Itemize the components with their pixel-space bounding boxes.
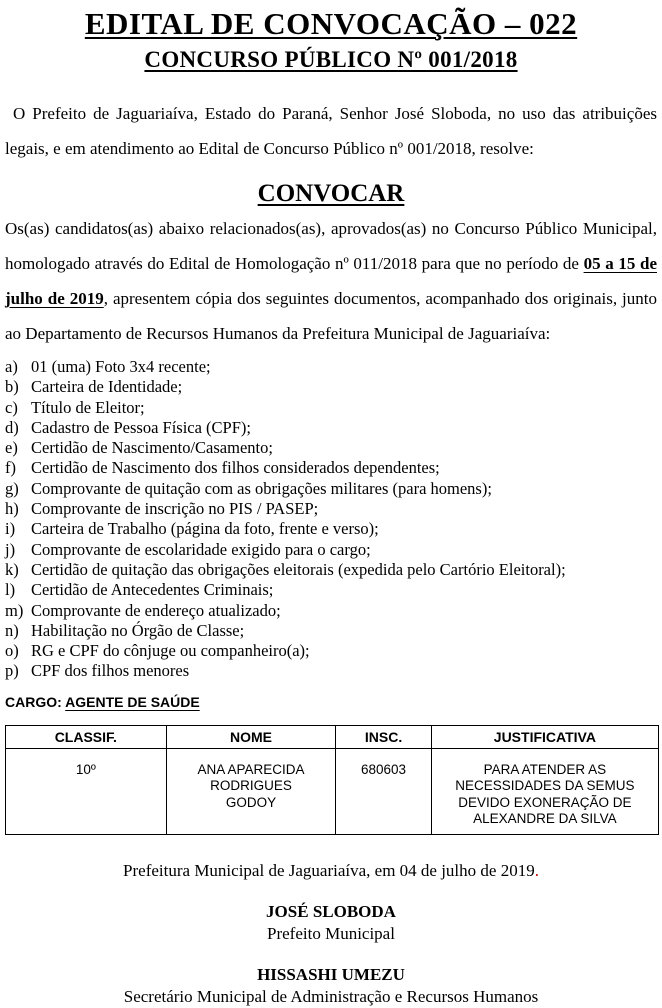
table-header-row xyxy=(6,725,659,748)
list-item-text: Comprovante de escolaridade exigido para o cargo; xyxy=(31,539,371,559)
list-item-text: Título de Eleitor; xyxy=(31,397,145,417)
signature-role: Prefeito Municipal xyxy=(267,923,395,943)
list-item xyxy=(5,418,657,438)
list-item-text: RG e CPF do cônjuge ou companheiro(a); xyxy=(31,641,310,661)
convocation-period-highlight: 05 a 15 de julho de 2019 xyxy=(5,254,657,308)
signature-block-prefeito xyxy=(5,901,657,945)
list-item-text: Certidão de Nascimento/Casamento; xyxy=(31,438,273,458)
list-item xyxy=(5,621,657,641)
document-subtitle-text: CONCURSO PÚBLICO Nº 001/2018 xyxy=(144,47,518,72)
convocation-part2: , apresentem cópia dos seguintes documentos, acompanhado dos originais, junto ao Departamento de Recursos Humanos da Prefeitura Municipal de Jaguariaíva: xyxy=(5,289,657,343)
list-item-letter: k) xyxy=(5,559,19,579)
list-item-text: Certidão de quitação das obrigações eleitorais (expedida pelo Cartório Eleitoral); xyxy=(31,559,566,579)
list-item-letter: d) xyxy=(5,417,19,437)
list-item-text: 01 (uma) Foto 3x4 recente; xyxy=(31,357,211,376)
list-item-letter: i) xyxy=(5,519,16,539)
list-item-letter: h) xyxy=(5,499,19,519)
intro-paragraph: O Prefeito de Jaguariaíva, Estado do Paraná, Senhor José Sloboda, no uso das atribuições legais, e em atendimento ao Edital de Concurso Público nº 001/2018, resolve: xyxy=(5,104,657,158)
list-item xyxy=(5,560,657,580)
cell-classif: 10º xyxy=(6,748,167,834)
signature-role: Secretário Municipal de Administração e Recursos Humanos xyxy=(123,986,539,1006)
list-item-text: CPF dos filhos menores xyxy=(31,661,190,681)
document-subtitle xyxy=(5,45,657,75)
list-item-letter: n) xyxy=(5,620,19,640)
list-item-letter: o) xyxy=(5,641,19,661)
list-item-letter: p) xyxy=(5,661,19,681)
document-title-text: EDITAL DE CONVOCAÇÃO – 022 xyxy=(84,6,578,41)
table-row xyxy=(6,748,659,834)
list-item xyxy=(5,540,657,560)
date-line-period: . xyxy=(534,860,539,880)
list-item-text: Cadastro de Pessoa Física (CPF); xyxy=(31,417,251,437)
list-item xyxy=(5,398,657,418)
signature-block-secretario xyxy=(5,964,657,1008)
date-line-text: Prefeitura Municipal de Jaguariaíva, em 04 de julho de 2019 xyxy=(123,860,535,880)
section-heading-text: CONVOCAR xyxy=(257,180,405,207)
required-documents-list xyxy=(5,357,657,682)
cell-insc: 680603 xyxy=(336,748,431,834)
cargo-value: AGENTE DE SAÚDE xyxy=(65,693,200,710)
list-item-letter: e) xyxy=(5,438,18,458)
list-item-text: Comprovante de endereço atualizado; xyxy=(31,600,281,620)
list-item-text: Carteira de Trabalho (página da foto, frente e verso); xyxy=(31,519,379,539)
list-item-letter: b) xyxy=(5,377,19,397)
list-item-text: Habilitação no Órgão de Classe; xyxy=(31,620,245,640)
list-item xyxy=(5,357,657,377)
list-item-text: Comprovante de inscrição no PIS / PASEP; xyxy=(31,499,319,519)
list-item-letter: g) xyxy=(5,478,19,498)
list-item xyxy=(5,377,657,397)
convocation-table xyxy=(5,725,659,835)
list-item xyxy=(5,641,657,661)
list-item xyxy=(5,438,657,458)
table-header-insc: INSC. xyxy=(336,725,431,748)
cell-justificativa: PARA ATENDER AS NECESSIDADES DA SEMUS DEVIDO EXONERAÇÃO DE ALEXANDRE DA SILVA xyxy=(431,748,658,834)
list-item-letter: l) xyxy=(5,580,16,600)
signature-name: HISSASHI UMEZU xyxy=(257,964,405,984)
list-item-text: Certidão de Antecedentes Criminais; xyxy=(31,580,274,600)
list-item-letter: a) xyxy=(5,357,18,376)
list-item-text: Certidão de Nascimento dos filhos considerados dependentes; xyxy=(31,458,440,478)
list-item-text: Comprovante de quitação com as obrigações militares (para homens); xyxy=(31,478,492,498)
convocation-paragraph xyxy=(5,211,657,351)
cargo-label: CARGO: xyxy=(5,693,62,710)
convocation-part1: Os(as) candidatos(as) abaixo relacionados(as), aprovados(as) no Concurso Público Municipal, homologado através do Edital de Homologação nº 011/2018 para que no período de xyxy=(5,219,657,273)
list-item xyxy=(5,519,657,539)
list-item xyxy=(5,499,657,519)
date-line xyxy=(5,860,657,882)
list-item xyxy=(5,479,657,499)
list-item xyxy=(5,661,657,681)
list-item xyxy=(5,458,657,478)
table-header-nome: NOME xyxy=(166,725,336,748)
cell-nome: ANA APARECIDA RODRIGUES GODOY xyxy=(166,748,336,834)
cargo-line xyxy=(5,693,657,711)
list-item xyxy=(5,601,657,621)
table-header-classif: CLASSIF. xyxy=(6,725,167,748)
document-title xyxy=(5,6,657,42)
list-item-letter: f) xyxy=(5,458,16,478)
list-item xyxy=(5,580,657,600)
section-heading-convocar xyxy=(5,178,657,209)
signature-name: JOSÉ SLOBODA xyxy=(266,901,396,921)
list-item-text: Carteira de Identidade; xyxy=(31,377,183,397)
list-item-letter: c) xyxy=(5,397,18,417)
table-header-justificativa: JUSTIFICATIVA xyxy=(431,725,658,748)
list-item-letter: m) xyxy=(5,600,24,620)
list-item-letter: j) xyxy=(5,539,16,559)
